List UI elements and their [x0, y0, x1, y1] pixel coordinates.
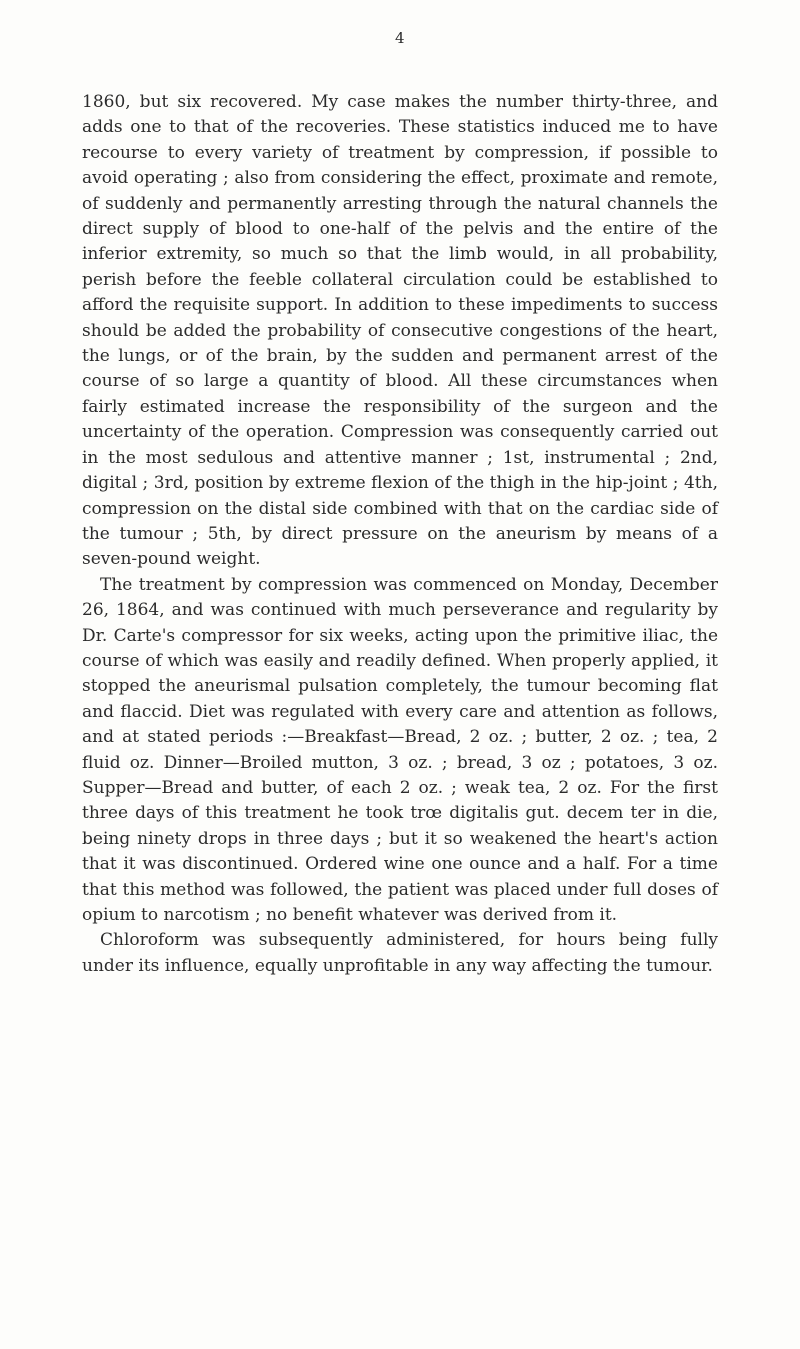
paragraph-2: The treatment by compression was commenced on Monday, December 26, 1864, and was continued with much perseverance and regularity by Dr. Carte's compressor for six weeks, acting upon the primitive iliac, the course of which was easily and readily defined. When properly applied, it stopped the aneurismal pulsation completely, the tumour becoming flat and flaccid. Diet was regulated with every care and attention as follows, and at stated periods :—Breakfast—Bread, 2 oz. ; butter, 2 oz. ; tea, 2 fluid oz. Dinner—Broiled mutton, 3 oz. ; bread, 3 oz ; potatoes, 3 oz. Supper—Bread and butter, of each 2 oz. ; weak tea, 2 oz. For the first three days of this treatment he took trœ digitalis gut. decem ter in die, being ninety drops in three days ; but it so weakened the heart's action that it was discontinued. Ordered wine one ounce and a half. For a time that this method was followed, the patient was placed under full doses of opium to narcotism ; no benefit whatever was derived from it.	[82, 574, 718, 925]
page-number: 4	[394, 29, 406, 47]
paragraph-3: Chloroform was subsequently administered, for hours being fully under its influence, equally unprofitable in any way affecting the tumour.	[82, 930, 718, 976]
paragraph-1: 1860, but six recovered. My case makes the number thirty-three, and adds one to that of the recoveries. These statistics induced me to have recourse to every variety of treatment by compression, if possible to avoid operating ; also from considering the effect, proximate and remote, of suddenly and permanently arresting through the natural channels the direct supply of blood to one-half of the pelvis and the entire of the inferior extremity, so much so that the limb would, in all probability, perish before the feeble collateral circulation could be established to afford the requisite support. In addition to these impediments to success should be added the probability of consecutive congestions of the heart, the lungs, or of the brain, by the sudden and permanent arrest of the course of so large a quantity of blood. All these circumstances when fairly estimated increase the responsibility of the surgeon and the uncertainty of the operation. Compression was consequently carried out in the most sedulous and attentive manner ; 1st, instrumental ; 2nd, digital ; 3rd, position by extreme flexion of the thigh in the hip-joint ; 4th, compression on the distal side combined with that on the cardiac side of the tumour ; 5th, by direct pressure on the aneurism by means of a seven-pound weight.	[82, 92, 718, 570]
body-text	[82, 90, 718, 979]
